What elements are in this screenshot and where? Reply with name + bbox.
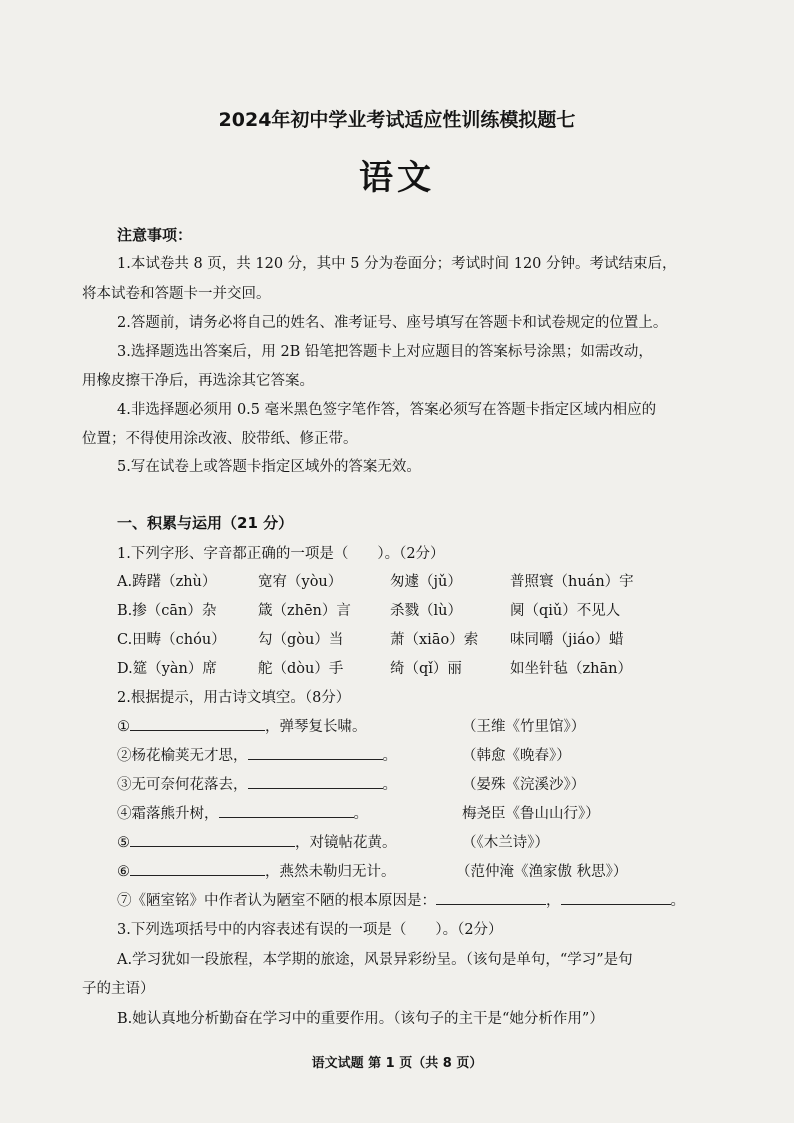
answer-blank[interactable] — [248, 745, 383, 760]
q1-option-d1: D.筵（yàn）席 — [117, 661, 217, 677]
q3-option-line: B.她认真地分析勤奋在学习中的重要作用。（该句子的主干是“她分析作用”） — [117, 1011, 604, 1027]
q2-item-3-pre: ③无可奈何花落去， — [117, 777, 248, 793]
q2-item-3-post: 。 — [382, 777, 397, 793]
exam-title: 2024年初中学业考试适应性训练模拟题七 — [218, 109, 576, 131]
q2-item-7 — [117, 889, 685, 910]
q2-item-2-post: 。 — [382, 748, 397, 764]
q2-item-1-post: ，弹琴复长啸。 — [265, 719, 367, 735]
q1-option-b2: 箴（zhēn）言 — [258, 603, 351, 619]
notice-line: 1.本试卷共 8 页，共 120 分，其中 5 分为卷面分；考试时间 120 分钟。考试结束后， — [117, 256, 677, 272]
q2-item-1-source: （王维《竹里馆》） — [462, 719, 586, 735]
q1-option-c3: 萧（xiāo）索 — [390, 632, 479, 648]
question-1-stem: 1.下列字形、字音都正确的一项是（ ）。（2分） — [117, 546, 445, 562]
q2-item-7-mid: ， — [546, 893, 561, 909]
q2-item-6 — [117, 860, 396, 881]
notice-line: 位置；不得使用涂改液、胶带纸、修正带。 — [82, 431, 358, 447]
q2-item-2 — [117, 744, 397, 765]
q2-item-6-post: ，燕然未勒归无计。 — [265, 864, 396, 880]
q2-item-1-pre: ① — [117, 719, 130, 735]
q2-item-4-pre: ④霜落熊升树， — [117, 806, 219, 822]
q2-item-3 — [117, 773, 397, 794]
q1-option-d4: 如坐针毡（zhān） — [510, 661, 632, 677]
notice-line: 将本试卷和答题卡一并交回。 — [82, 286, 271, 302]
notice-line: 用橡皮擦干净后，再选涂其它答案。 — [82, 373, 314, 389]
question-2-stem: 2.根据提示，用古诗文填空。（8分） — [117, 690, 351, 706]
q1-option-a3: 匆遽（jǔ） — [390, 574, 462, 590]
notice-line: 2.答题前，请务必将自己的姓名、准考证号、座号填写在答题卡和试卷规定的位置上。 — [117, 315, 668, 331]
q2-item-1 — [117, 715, 367, 736]
answer-blank[interactable] — [130, 716, 265, 731]
answer-blank[interactable] — [219, 803, 354, 818]
answer-blank[interactable] — [248, 774, 383, 789]
q1-option-c1: C.田畴（chóu） — [117, 632, 226, 648]
q2-item-4-post: 。 — [353, 806, 368, 822]
q1-option-c2: 勾（gòu）当 — [258, 632, 344, 648]
q2-item-5-source: （《木兰诗》） — [462, 835, 549, 851]
answer-blank[interactable] — [436, 890, 546, 905]
q1-option-d3: 绮（qǐ）丽 — [390, 661, 462, 677]
q2-item-4-source: 梅尧臣《鲁山山行》） — [462, 806, 600, 822]
section-heading: 一、积累与运用（21 分） — [117, 514, 294, 532]
page-footer: 语文试题 第 1 页（共 8 页） — [311, 1056, 483, 1071]
subject-title: 语文 — [359, 158, 435, 198]
notice-line: 4.非选择题必须用 0.5 毫米黑色签字笔作答，答案必须写在答题卡指定区域内相应的 — [117, 402, 657, 418]
question-3-stem: 3.下列选项括号中的内容表述有误的一项是（ ）。（2分） — [117, 922, 503, 938]
q1-option-c4: 味同嚼（jiáo）蜡 — [510, 632, 624, 648]
q2-item-6-source: （范仲淹《渔家傲 秋思》） — [456, 864, 628, 880]
q3-option-line: 子的主语） — [82, 981, 155, 997]
q2-item-5-pre: ⑤ — [117, 835, 130, 851]
q1-option-d2: 舵（dòu）手 — [258, 661, 344, 677]
q3-option-line: A.学习犹如一段旅程，本学期的旅途，风景异彩纷呈。（该句是单句，“学习”是句 — [117, 952, 633, 968]
q2-item-2-source: （韩愈《晚春》） — [462, 748, 571, 764]
q2-item-7-post: 。 — [670, 893, 685, 909]
notice-line: 5.写在试卷上或答题卡指定区域外的答案无效。 — [117, 459, 421, 475]
q2-item-5-post: ，对镜帖花黄。 — [295, 835, 397, 851]
q2-item-5 — [117, 831, 397, 852]
q2-item-3-source: （晏殊《浣溪沙》） — [462, 777, 586, 793]
q2-item-4 — [117, 802, 368, 823]
answer-blank[interactable] — [561, 890, 671, 905]
q1-option-a2: 宽宥（yòu） — [258, 574, 343, 590]
q1-option-a4: 普照寰（huán）宇 — [510, 574, 634, 590]
notice-heading: 注意事项： — [117, 226, 193, 244]
q1-option-a1: A.踌躇（zhù） — [117, 574, 217, 590]
q1-option-b4: 阒（qiǔ）不见人 — [510, 603, 621, 619]
q2-item-7-pre: ⑦《陋室铭》中作者认为陋室不陋的根本原因是： — [117, 893, 436, 909]
answer-blank[interactable] — [130, 832, 295, 847]
q2-item-2-pre: ②杨花榆荚无才思， — [117, 748, 248, 764]
q1-option-b3: 杀戮（lù） — [390, 603, 462, 619]
q2-item-6-pre: ⑥ — [117, 864, 130, 880]
q1-option-b1: B.掺（cān）杂 — [117, 603, 217, 619]
answer-blank[interactable] — [130, 861, 265, 876]
notice-line: 3.选择题选出答案后，用 2B 铅笔把答题卡上对应题目的答案标号涂黑；如需改动， — [117, 344, 653, 360]
